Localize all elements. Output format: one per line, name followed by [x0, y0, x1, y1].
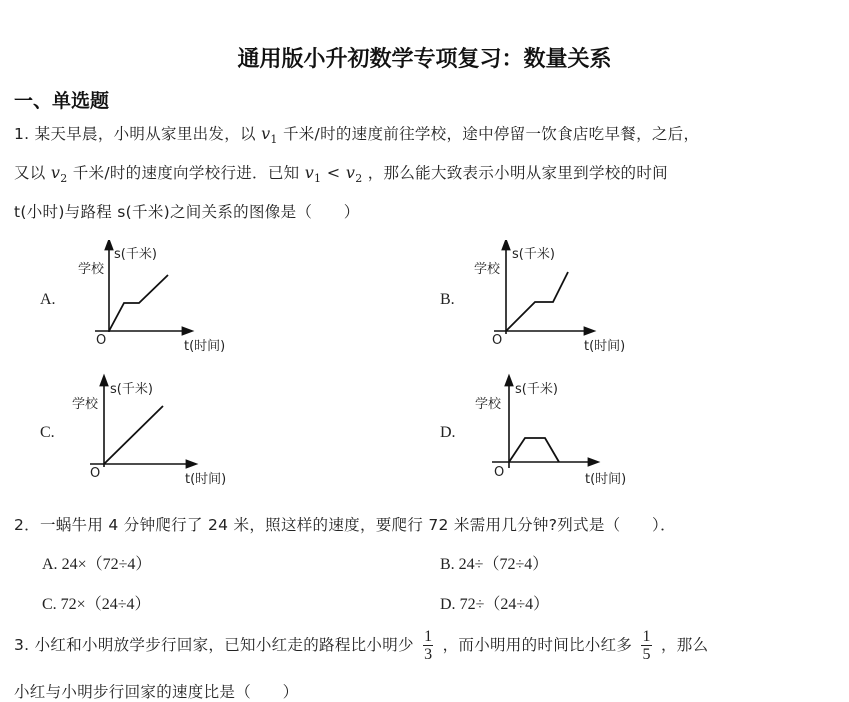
svg-text:s(千米): s(千米): [110, 382, 153, 397]
q1-line2: [14, 161, 668, 185]
svg-text:s(千米): s(千米): [512, 247, 555, 262]
q1-option-d-label[interactable]: D.: [440, 424, 456, 441]
q1-text-1: 某天早晨，小明从家里出发，以: [34, 125, 256, 143]
plot-line: [509, 438, 559, 462]
chart-a: [70, 240, 240, 358]
svg-text:学校: 学校: [78, 262, 105, 277]
svg-text:O: O: [96, 333, 107, 348]
q2-option-d[interactable]: D. 72÷（24÷4）: [440, 596, 550, 613]
q3-number: 3.: [14, 636, 30, 654]
q1-text-5: ，那么能大致表示小明从家里到学校的时间: [367, 164, 668, 182]
chart-b: [470, 240, 640, 358]
section-heading: 一、单选题: [14, 90, 110, 112]
svg-text:O: O: [492, 333, 503, 348]
q1-line1: [14, 122, 699, 146]
chart-c: [70, 372, 240, 490]
plot-line: [109, 275, 168, 331]
q2-option-b[interactable]: B. 24÷（72÷4）: [440, 556, 549, 573]
svg-text:t(时间): t(时间): [185, 472, 227, 487]
svg-text:t(时间): t(时间): [184, 339, 226, 354]
svg-text:t(时间): t(时间): [585, 472, 627, 487]
q3-text-2: ，而小明用的时间比小红多: [442, 636, 633, 654]
fraction-one-third: $\frac{1}{3}$: [424, 628, 433, 663]
q1-option-b-label[interactable]: B.: [440, 291, 455, 308]
svg-text:s(千米): s(千米): [114, 247, 157, 262]
svg-text:学校: 学校: [474, 262, 501, 277]
q3-line1: [14, 628, 708, 663]
page-title: 通用版小升初数学专项复习：数量关系: [237, 47, 612, 72]
q1-option-a-label[interactable]: A.: [40, 291, 56, 308]
q1-option-c-label[interactable]: C.: [40, 424, 55, 441]
q2-option-a[interactable]: A. 24×（72÷4）: [42, 556, 152, 573]
q1-number: 1.: [14, 125, 30, 143]
svg-text:O: O: [90, 466, 101, 481]
q3-text-1: 小红和小明放学步行回家，已知小红走的路程比小明少: [34, 636, 414, 654]
q1-line3: t(小时)与路程 s(千米)之间关系的图像是（ ）: [14, 203, 360, 221]
math-v2: $v_2$: [50, 163, 68, 186]
q3-line2: 小红与小明步行回家的速度比是（ ）: [14, 683, 299, 701]
svg-text:学校: 学校: [72, 397, 99, 412]
math-inequality: $v_1 < v_2$: [304, 163, 363, 186]
math-v1: $v_1$: [261, 124, 278, 147]
q2-text: 2．一蜗牛用 4 分钟爬行了 24 米，照这样的速度，要爬行 72 米需用几分钟?列式是（ ）．: [14, 516, 676, 534]
fraction-one-fifth: $\frac{1}{5}$: [642, 628, 651, 663]
chart-d: [470, 372, 640, 490]
q1-text-3: 又以: [14, 164, 46, 182]
plot-line: [104, 406, 163, 464]
q2-option-c[interactable]: C. 72×（24÷4）: [42, 596, 151, 613]
plot-line: [506, 272, 568, 331]
q1-text-4: 千米/时的速度向学校行进．已知: [72, 164, 300, 182]
q3-text-3: ，那么: [661, 636, 709, 654]
svg-text:学校: 学校: [475, 397, 502, 412]
q1-text-2: 千米/时的速度前往学校，途中停留一饮食店吃早餐，之后，: [282, 125, 700, 143]
svg-text:t(时间): t(时间): [584, 339, 626, 354]
svg-text:s(千米): s(千米): [515, 382, 558, 397]
svg-text:O: O: [494, 465, 505, 480]
